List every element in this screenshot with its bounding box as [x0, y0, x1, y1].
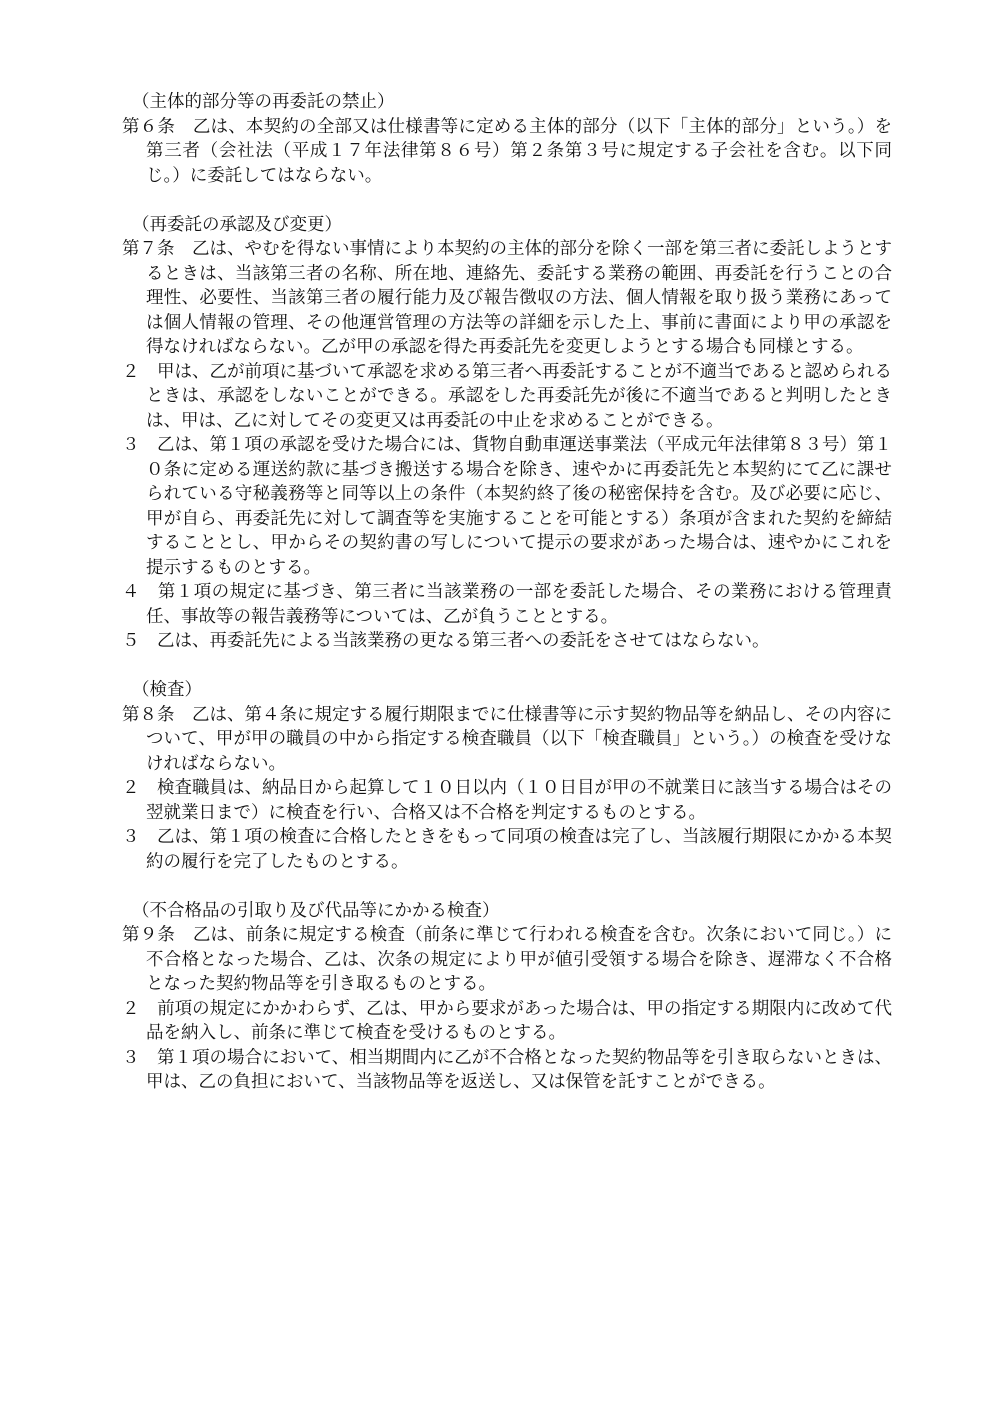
article-6 [122, 90, 892, 188]
article-6-heading: （主体的部分等の再委託の禁止） [132, 92, 395, 112]
article-7-heading: （再委託の承認及び変更） [132, 214, 342, 235]
section-spacer [122, 654, 892, 679]
article-8 [122, 678, 892, 874]
article-7-paragraph-4: ４ 第１項の規定に基づき、第三者に当該業務の一部を委託した場合、その業務における管理責任、事故等の報告義務等については、乙が負うこととする。 [122, 582, 892, 627]
article-7 [122, 213, 892, 654]
article-6-paragraph-1: 第６条 乙は、本契約の全部又は仕様書等に定める主体的部分（以下「主体的部分」という。）を第三者（会社法（平成１７年法律第８６号）第２条第３号に規定する子会社を含む。以下同じ。）に委託してはならない。 [122, 116, 892, 186]
document-page [122, 90, 892, 1095]
article-8-paragraph-2: ２ 検査職員は、納品日から起算して１０日以内（１０日目が甲の不就業日に該当する場合はその翌就業日まで）に検査を行い、合格又は不合格を判定するものとする。 [122, 778, 892, 823]
article-7-paragraph-5: ５ 乙は、再委託先による当該業務の更なる第三者への委託をさせてはならない。 [122, 631, 770, 651]
article-9-paragraph-3: ３ 第１項の場合において、相当期間内に乙が不合格となった契約物品等を引き取らないときは、甲は、乙の負担において、当該物品等を返送し、又は保管を託すことができる。 [122, 1047, 892, 1092]
article-7-paragraph-2: ２ 甲は、乙が前項に基づいて承認を求める第三者へ再委託することが不適当であると認められるときは、承認をしないことができる。承認をした再委託先が後に不適当であると判明したときは、甲は、乙に対してその変更又は再委託の中止を求めることができる。 [122, 361, 892, 431]
section-spacer [122, 874, 892, 899]
article-9-heading: （不合格品の引取り及び代品等にかかる検査） [132, 900, 500, 921]
article-8-paragraph-3: ３ 乙は、第１項の検査に合格したときをもって同項の検査は完了し、当該履行期限にかかる本契約の履行を完了したものとする。 [122, 827, 892, 872]
section-spacer [122, 188, 892, 213]
article-7-paragraph-3: ３ 乙は、第１項の承認を受けた場合には、貨物自動車運送事業法（平成元年法律第８３号）第１０条に定める運送約款に基づき搬送する場合を除き、速やかに再委託先と本契約にて乙に課せられている守秘義務等と同等以上の条件（本契約終了後の秘密保持を含む。及び必要に応じ、甲が自ら、再委託先に対して調査等を実施することを可能とする）条項が含まれた契約を締結することとし、甲からその契約書の写しについて提示の要求があった場合は、速やかにこれを提示するものとする。 [122, 435, 892, 578]
article-9 [122, 899, 892, 1095]
article-7-paragraph-1: 第７条 乙は、やむを得ない事情により本契約の主体的部分を除く一部を第三者に委託しようとするときは、当該第三者の名称、所在地、連絡先、委託する業務の範囲、再委託を行うことの合理性、必要性、当該第三者の履行能力及び報告徴収の方法、個人情報を取り扱う業務にあっては個人情報の管理、その他運営管理の方法等の詳細を示した上、事前に書面により甲の承認を得なければならない。乙が甲の承認を得た再委託先を変更しようとする場合も同様とする。 [122, 239, 892, 357]
article-9-paragraph-2: ２ 前項の規定にかかわらず、乙は、甲から要求があった場合は、甲の指定する期限内に改めて代品を納入し、前条に準じて検査を受けるものとする。 [122, 998, 892, 1043]
article-8-heading: （検査） [132, 680, 202, 700]
article-9-paragraph-1: 第９条 乙は、前条に規定する検査（前条に準じて行われる検査を含む。次条において同じ。）に不合格となった場合、乙は、次条の規定により甲が値引受領する場合を除き、遅滞なく不合格となった契約物品等を引き取るものとする。 [122, 925, 892, 994]
article-8-paragraph-1: 第８条 乙は、第４条に規定する履行期限までに仕様書等に示す契約物品等を納品し、その内容について、甲が甲の職員の中から指定する検査職員（以下「検査職員」という。）の検査を受けなければならない。 [122, 704, 892, 774]
